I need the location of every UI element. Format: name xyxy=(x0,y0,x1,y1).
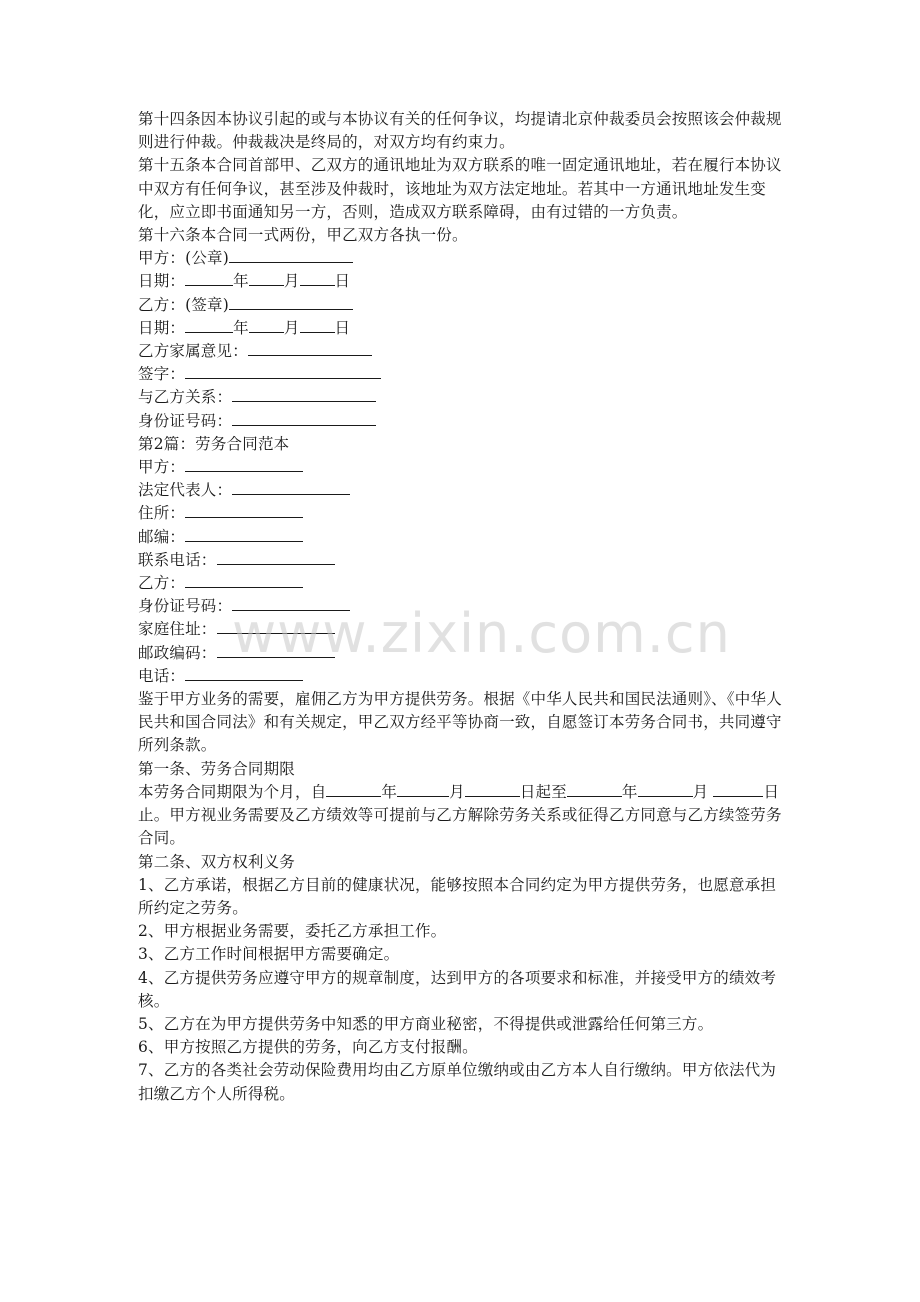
party-a-seal-blank[interactable] xyxy=(229,248,353,263)
article-15: 第十五条本合同首部甲、乙双方的通讯地址为双方联系的唯一固定通讯地址，若在履行本协议中双方有任何争议，甚至涉及仲裁时，该地址为双方法定地址。若其中一方通讯地址发生变化，应立即书面通知另一方，否则，造成双方联系障碍，由有过错的一方负责。 xyxy=(138,156,782,221)
intro-paragraph: 鉴于甲方业务的需要，雇佣乙方为甲方提供劳务。根据《中华人民共和国民法通则》、《中华人民共和国合同法》和有关规定，甲乙双方经平等协商一致，自愿签订本劳务合同书，共同遵守所列条款。 xyxy=(138,690,782,755)
end-month-blank[interactable] xyxy=(638,782,693,797)
relation-label: 与乙方关系： xyxy=(138,388,233,407)
p2-postal-code-blank[interactable] xyxy=(217,643,335,658)
p2-residence-line xyxy=(138,502,788,525)
p2-id-number-label: 身份证号码： xyxy=(138,597,233,616)
id-number-label: 身份证号码： xyxy=(138,411,233,430)
relation-blank[interactable] xyxy=(232,387,376,402)
list-item: 1、乙方承诺，根据乙方目前的健康状况，能够按照本合同约定为甲方提供劳务，也愿意承担所约定之劳务。 xyxy=(138,875,777,917)
list-item: 5、乙方在为甲方提供劳务中知悉的甲方商业秘密，不得提供或泄露给任何第三方。 xyxy=(138,1014,714,1033)
signature-line xyxy=(138,363,788,386)
p2-id-number-blank[interactable] xyxy=(232,596,350,611)
day-end-text: 日止。甲方视业务需要及乙方绩效等可提前与乙方解除劳务关系或征得乙方同意与乙方续签劳务合同。 xyxy=(138,782,782,848)
p2-home-address-blank[interactable] xyxy=(217,619,335,634)
end-day-blank[interactable] xyxy=(713,782,763,797)
article-16: 第十六条本合同一式两份，甲乙双方各执一份。 xyxy=(138,226,468,245)
p2-legal-rep-blank[interactable] xyxy=(232,480,350,495)
document-page xyxy=(138,108,788,1106)
party-b-sign-blank[interactable] xyxy=(229,295,353,310)
date-label: 日期： xyxy=(138,272,186,291)
p2-postal-code-line xyxy=(138,642,788,665)
term-text: 本劳务合同期限为个月，自 xyxy=(138,782,327,801)
p2-residence-label: 住所： xyxy=(138,504,186,523)
year-label: 年 xyxy=(233,318,249,337)
list-item: 6、甲方按照乙方提供的劳务，向乙方支付报酬。 xyxy=(138,1038,478,1057)
id-number-blank[interactable] xyxy=(232,411,376,426)
relation-line xyxy=(138,386,788,409)
list-item: 7、乙方的各类社会劳动保险费用均由乙方原单位缴纳或由乙方本人自行缴纳。甲方依法代为扣缴乙方个人所得税。 xyxy=(138,1061,777,1103)
watermark: www.zixin.com.cn xyxy=(232,602,731,665)
p2-residence-blank[interactable] xyxy=(185,503,303,518)
month-label: 月 xyxy=(283,318,300,337)
article-2-title: 第二条、双方权利义务 xyxy=(138,852,296,871)
p2-postcode-blank[interactable] xyxy=(185,527,303,542)
month-label: 月 xyxy=(283,272,300,291)
year-blank[interactable] xyxy=(185,318,233,333)
month-label: 月 xyxy=(449,782,465,801)
p2-legal-rep-label: 法定代表人： xyxy=(138,481,233,500)
p2-tel-label: 电话： xyxy=(138,666,186,685)
date-label: 日期： xyxy=(138,318,186,337)
day-label: 日 xyxy=(334,272,351,291)
p2-postal-code-label: 邮政编码： xyxy=(138,643,217,662)
p2-phone-blank[interactable] xyxy=(217,550,335,565)
party-a-seal-line xyxy=(138,247,788,270)
day-blank[interactable] xyxy=(300,318,335,333)
family-opinion-line xyxy=(138,340,788,363)
party-a-seal-label: 甲方：(公章) xyxy=(138,249,229,268)
party-b-sign-label: 乙方：(签章) xyxy=(138,295,229,314)
start-month-blank[interactable] xyxy=(397,782,449,797)
article-1-text xyxy=(138,781,788,851)
p2-phone-line xyxy=(138,549,788,572)
month-blank[interactable] xyxy=(249,271,284,286)
signature-label: 签字： xyxy=(138,365,186,384)
year-label: 年 xyxy=(621,782,638,801)
p2-id-number-line xyxy=(138,595,788,618)
year-blank[interactable] xyxy=(185,271,233,286)
end-year-blank[interactable] xyxy=(567,782,622,797)
p2-party-a-blank[interactable] xyxy=(185,457,303,472)
p2-legal-rep-line xyxy=(138,479,788,502)
party-b-sign-line xyxy=(138,294,788,317)
list-item: 4、乙方提供劳务应遵守甲方的规章制度，达到甲方的各项要求和标准，并接受甲方的绩效考核。 xyxy=(138,968,777,1010)
year-label: 年 xyxy=(233,272,249,291)
family-opinion-blank[interactable] xyxy=(248,341,372,356)
p2-party-a-line xyxy=(138,456,788,479)
list-item: 2、甲方根据业务需要，委托乙方承担工作。 xyxy=(138,922,447,941)
p2-tel-line xyxy=(138,665,788,688)
signature-blank[interactable] xyxy=(185,364,381,379)
start-year-blank[interactable] xyxy=(326,782,381,797)
date-line-1 xyxy=(138,270,788,293)
list-item: 3、乙方工作时间根据甲方需要确定。 xyxy=(138,945,400,964)
id-number-line xyxy=(138,410,788,433)
year-label: 年 xyxy=(381,782,398,801)
p2-tel-blank[interactable] xyxy=(185,666,303,681)
p2-phone-label: 联系电话： xyxy=(138,550,217,569)
article-1-title: 第一条、劳务合同期限 xyxy=(138,759,296,778)
article-14: 第十四条因本协议引起的或与本协议有关的任何争议，均提请北京仲裁委员会按照该会仲裁规则进行仲裁。仲裁裁决是终局的，对双方均有约束力。 xyxy=(138,110,782,152)
p2-home-address-line xyxy=(138,618,788,641)
p2-party-a-label: 甲方： xyxy=(138,458,186,477)
family-opinion-label: 乙方家属意见： xyxy=(138,342,248,361)
month-label: 月 xyxy=(692,782,709,801)
month-blank[interactable] xyxy=(249,318,284,333)
day-label: 日 xyxy=(334,318,351,337)
day-start-label: 日起至 xyxy=(519,782,567,801)
p2-party-b-label: 乙方： xyxy=(138,574,186,593)
start-day-blank[interactable] xyxy=(465,782,520,797)
p2-party-b-line xyxy=(138,572,788,595)
p2-home-address-label: 家庭住址： xyxy=(138,620,217,639)
p2-postcode-line xyxy=(138,526,788,549)
part-2-title: 第2篇：劳务合同范本 xyxy=(138,434,290,453)
p2-postcode-label: 邮编： xyxy=(138,527,186,546)
date-line-2 xyxy=(138,317,788,340)
p2-party-b-blank[interactable] xyxy=(185,573,303,588)
day-blank[interactable] xyxy=(300,271,335,286)
